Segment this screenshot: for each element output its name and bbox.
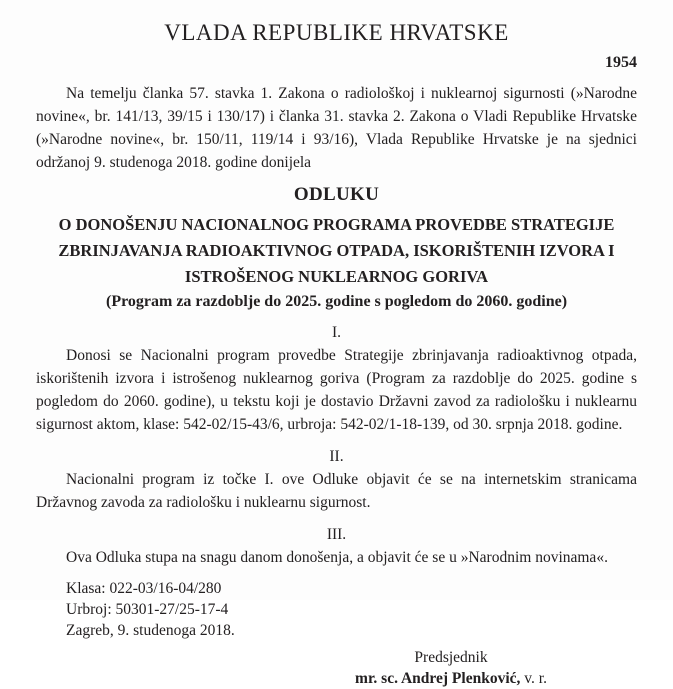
urbroj-line: Urbroj: 50301-27/25-17-4 — [66, 601, 229, 618]
section-numeral-1: I. — [331, 324, 342, 341]
section-text-2: Nacionalni program iz točke I. ove Odluke objavit će se na internetskim stranicama Državnog zavoda za radiološku i nuklearnu sigurnost. — [36, 471, 637, 511]
signature-name — [306, 668, 596, 689]
decree-subtitle: (Program za razdoblje do 2025. godine s pogledom do 2060. godine) — [105, 293, 568, 310]
gazette-item-number: 1954 — [605, 54, 637, 71]
signature-block — [306, 647, 596, 689]
signature-vr-suffix: v. r. — [520, 670, 547, 687]
document-reference-block — [66, 578, 637, 641]
signature-name-bold: mr. sc. Andrej Plenković, — [355, 670, 521, 687]
section-text-3: Ova Odluka stupa na snagu danom donošenja, a objavit će se u »Narodnim novinama«. — [66, 549, 608, 566]
klasa-line: Klasa: 022-03/16-04/280 — [66, 580, 222, 597]
section-numeral-2: II. — [329, 448, 344, 465]
preamble-paragraph: Na temelju članka 57. stavka 1. Zakona o radiološkoj i nuklearnoj sigurnosti (»Narodne novine«, br. 141/13, 39/15 i 130/17) i članka 31. stavka 2. Zakona o Vladi Republike Hrvatske (»Narodne novine«, br. 150/11, 119/14 i 93/16), Vlada Republike Hrvatske je na sjednici održanoj 9. studenoga 2018. godine donijela — [36, 85, 637, 171]
decree-type-heading: ODLUKU — [293, 184, 380, 205]
signature-title: Predsjednik — [414, 649, 488, 666]
section-text-1: Donosi se Nacionalni program provedbe Strategije zbrinjavanja radioaktivnog otpada, iskorištenih izvora i istrošenog nuklearnog goriva (Program za razdoblje do 2025. godine s pogledom do 2060. godine), u tekstu koji je dostavio Državni zavod za radiološku i nuklearnu sigurnost aktom, klase: 542-02/15-43/6, urbroja: 542-02/1-18-139, od 30. srpnja 2018. godine. — [36, 347, 637, 433]
issuer-title: VLADA REPUBLIKE HRVATSKE — [164, 20, 509, 45]
decree-title: O DONOŠENJU NACIONALNOG PROGRAMA PROVEDBE STRATEGIJE ZBRINJAVANJA RADIOAKTIVNOG OTPADA, ISKORIŠTENIH IZVORA I ISTROŠENOG NUKLEARNOG GORIVA — [58, 215, 615, 286]
place-date-line: Zagreb, 9. studenoga 2018. — [66, 622, 235, 639]
section-numeral-3: III. — [326, 526, 347, 543]
